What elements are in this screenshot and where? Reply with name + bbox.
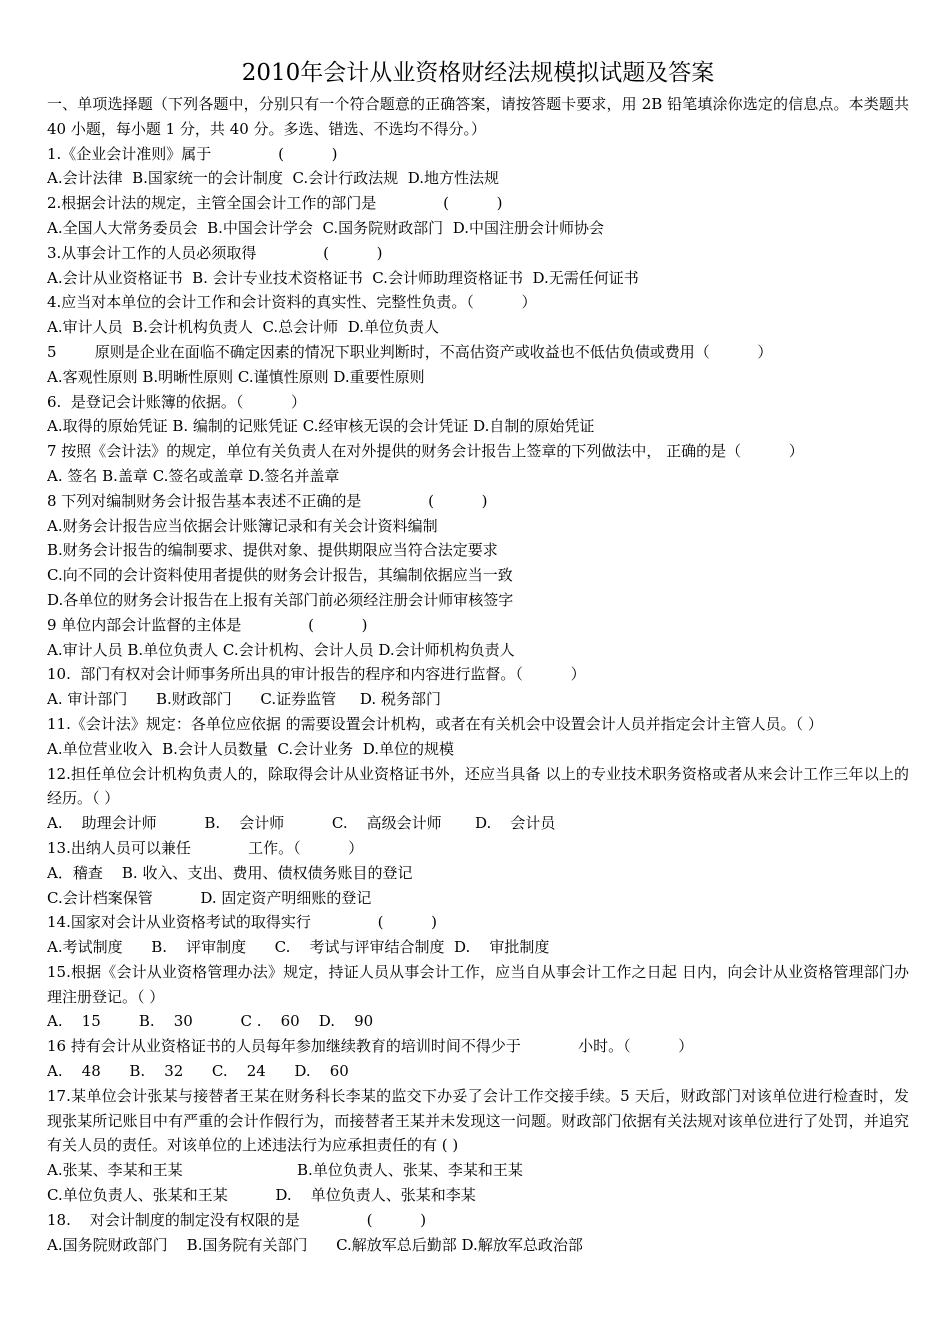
text-line: C.会计档案保管 D. 固定资产明细账的登记 [47, 888, 372, 907]
text-line: A. 48 B. 32 C. 24 D. 60 [47, 1062, 349, 1081]
text-line: A.张某、李某和王某 B.单位负责人、张某、李某和王某 [47, 1161, 523, 1180]
text-line: 12.担任单位会计机构负责人的，除取得会计从业资格证书外，还应当具备 以上的专业技术职务资格或者从来会计工作三年以上的经历。（ ） [47, 764, 909, 808]
text-line: 1.《企业会计准则》属于 ( ) [47, 144, 338, 163]
text-line: 11.《会计法》规定：各单位应依据 的需要设置会计机构，或者在有关机会中设置会计人员并指定会计主管人员。（ ） [47, 714, 823, 733]
text-line: A.财务会计报告应当依据会计账簿记录和有关会计资料编制 [47, 516, 438, 535]
text-line: 15.根据《会计从业资格管理办法》规定，持证人员从事会计工作，应当自从事会计工作之日起 日内，向会计从业资格管理部门办理注册登记。（ ） [47, 962, 909, 1006]
document-title: 2010年会计从业资格财经法规模拟试题及答案 [241, 60, 715, 86]
text-line: A. 15 B. 30 C . 60 D. 90 [47, 1012, 374, 1031]
text-line: 2.根据会计法的规定，主管全国会计工作的部门是 ( ) [47, 194, 503, 213]
text-line: A.会计从业资格证书 B. 会计专业技术资格证书 C.会计师助理资格证书 D.无需任何证书 [47, 268, 639, 287]
text-line: A.考试制度 B. 评审制度 C. 考试与评审结合制度 D. 审批制度 [47, 938, 550, 957]
text-line: A.全国人大常务委员会 B.中国会计学会 C.国务院财政部门 D.中国注册会计师协会 [47, 218, 604, 237]
text-line: 18. 对会计制度的制定没有权限的是 ( ) [47, 1210, 427, 1229]
text-line: C.单位负责人、张某和王某 D. 单位负责人、张某和李某 [47, 1186, 476, 1205]
text-line: 14.国家对会计从业资格考试的取得实行 ( ) [47, 913, 437, 932]
text-line: A.审计人员 B.会计机构负责人 C.总会计师 D.单位负责人 [47, 318, 439, 337]
question-list [47, 92, 909, 1257]
text-line: A. 审计部门 B.财政部门 C.证券监管 D. 税务部门 [47, 690, 441, 709]
text-line: A. 助理会计师 B. 会计师 C. 高级会计师 D. 会计员 [47, 814, 556, 833]
text-line: A.单位营业收入 B.会计人员数量 C.会计业务 D.单位的规模 [47, 739, 454, 758]
text-line: A.国务院财政部门 B.国务院有关部门 C.解放军总后勤部 D.解放军总政治部 [47, 1235, 583, 1254]
text-line: A.审计人员 B.单位负责人 C.会计机构、会计人员 D.会计师机构负责人 [47, 640, 515, 659]
text-line: 5 原则是企业在面临不确定因素的情况下职业判断时，不高估资产或收益也不低估负债或费用（ ） [47, 342, 773, 361]
text-line: D.各单位的财务会计报告在上报有关部门前必须经注册会计师审核签字 [47, 590, 514, 609]
text-line: A．稽查 B. 收入、支出、费用、债权债务账目的登记 [47, 863, 413, 882]
text-line: 一、单项选择题（下列各题中，分别只有一个符合题意的正确答案，请按答题卡要求，用 2B 铅笔填涂你选定的信息点。本类题共 40 小题，每小题 1 分，共 40 分。多选、错选、不选均不得分。） [47, 95, 909, 138]
text-line: B.财务会计报告的编制要求、提供对象、提供期限应当符合法定要求 [47, 541, 498, 560]
text-line: C.向不同的会计资料使用者提供的财务会计报告，其编制依据应当一致 [47, 566, 513, 585]
text-line: 8 下列对编制财务会计报告基本表述不正确的是 ( ) [47, 491, 488, 510]
text-line: 6. 是登记会计账簿的依据。（ ） [47, 392, 307, 411]
text-line: A.会计法律 B.国家统一的会计制度 C.会计行政法规 D.地方性法规 [47, 169, 499, 188]
text-line: 13.出纳人员可以兼任 工作。（ ） [47, 838, 364, 857]
text-line: A.客观性原则 B.明晰性原则 C.谨慎性原则 D.重要性原则 [47, 367, 425, 386]
text-line: 3.从事会计工作的人员必须取得 ( ) [47, 243, 383, 262]
text-line: 9 单位内部会计监督的主体是 ( ) [47, 615, 368, 634]
text-line: 10. 部门有权对会计师事务所出具的审计报告的程序和内容进行监督。（ ） [47, 665, 586, 684]
text-line: 7 按照《会计法》的规定，单位有关负责人在对外提供的财务会计报告上签章的下列做法中， 正确的是（ ） [47, 442, 804, 461]
text-line: A. 签名 B.盖章 C.签名或盖章 D.签名并盖章 [47, 466, 340, 485]
text-line: 16 持有会计从业资格证书的人员每年参加继续教育的培训时间不得少于 小时。（ ） [47, 1037, 694, 1056]
text-line: 4.应当对本单位的会计工作和会计资料的真实性、完整性负责。（ ） [47, 293, 537, 312]
text-line: A.取得的原始凭证 B. 编制的记账凭证 C.经审核无误的会计凭证 D.自制的原始凭证 [47, 417, 595, 436]
text-line: 17.某单位会计张某与接替者王某在财务科长李某的监交下办妥了会计工作交接手续。5 天后，财政部门对该单位进行检查时，发现张某所记账目中有严重的会计作假行为，而接替者王某并未发现这一问题。财政部门依据有关法规对该单位进行了处罚，并追究有关人员的责任。对该单位的上述违法行为应承担责任的有 ( ) [47, 1086, 909, 1155]
document-page [47, 56, 909, 1257]
